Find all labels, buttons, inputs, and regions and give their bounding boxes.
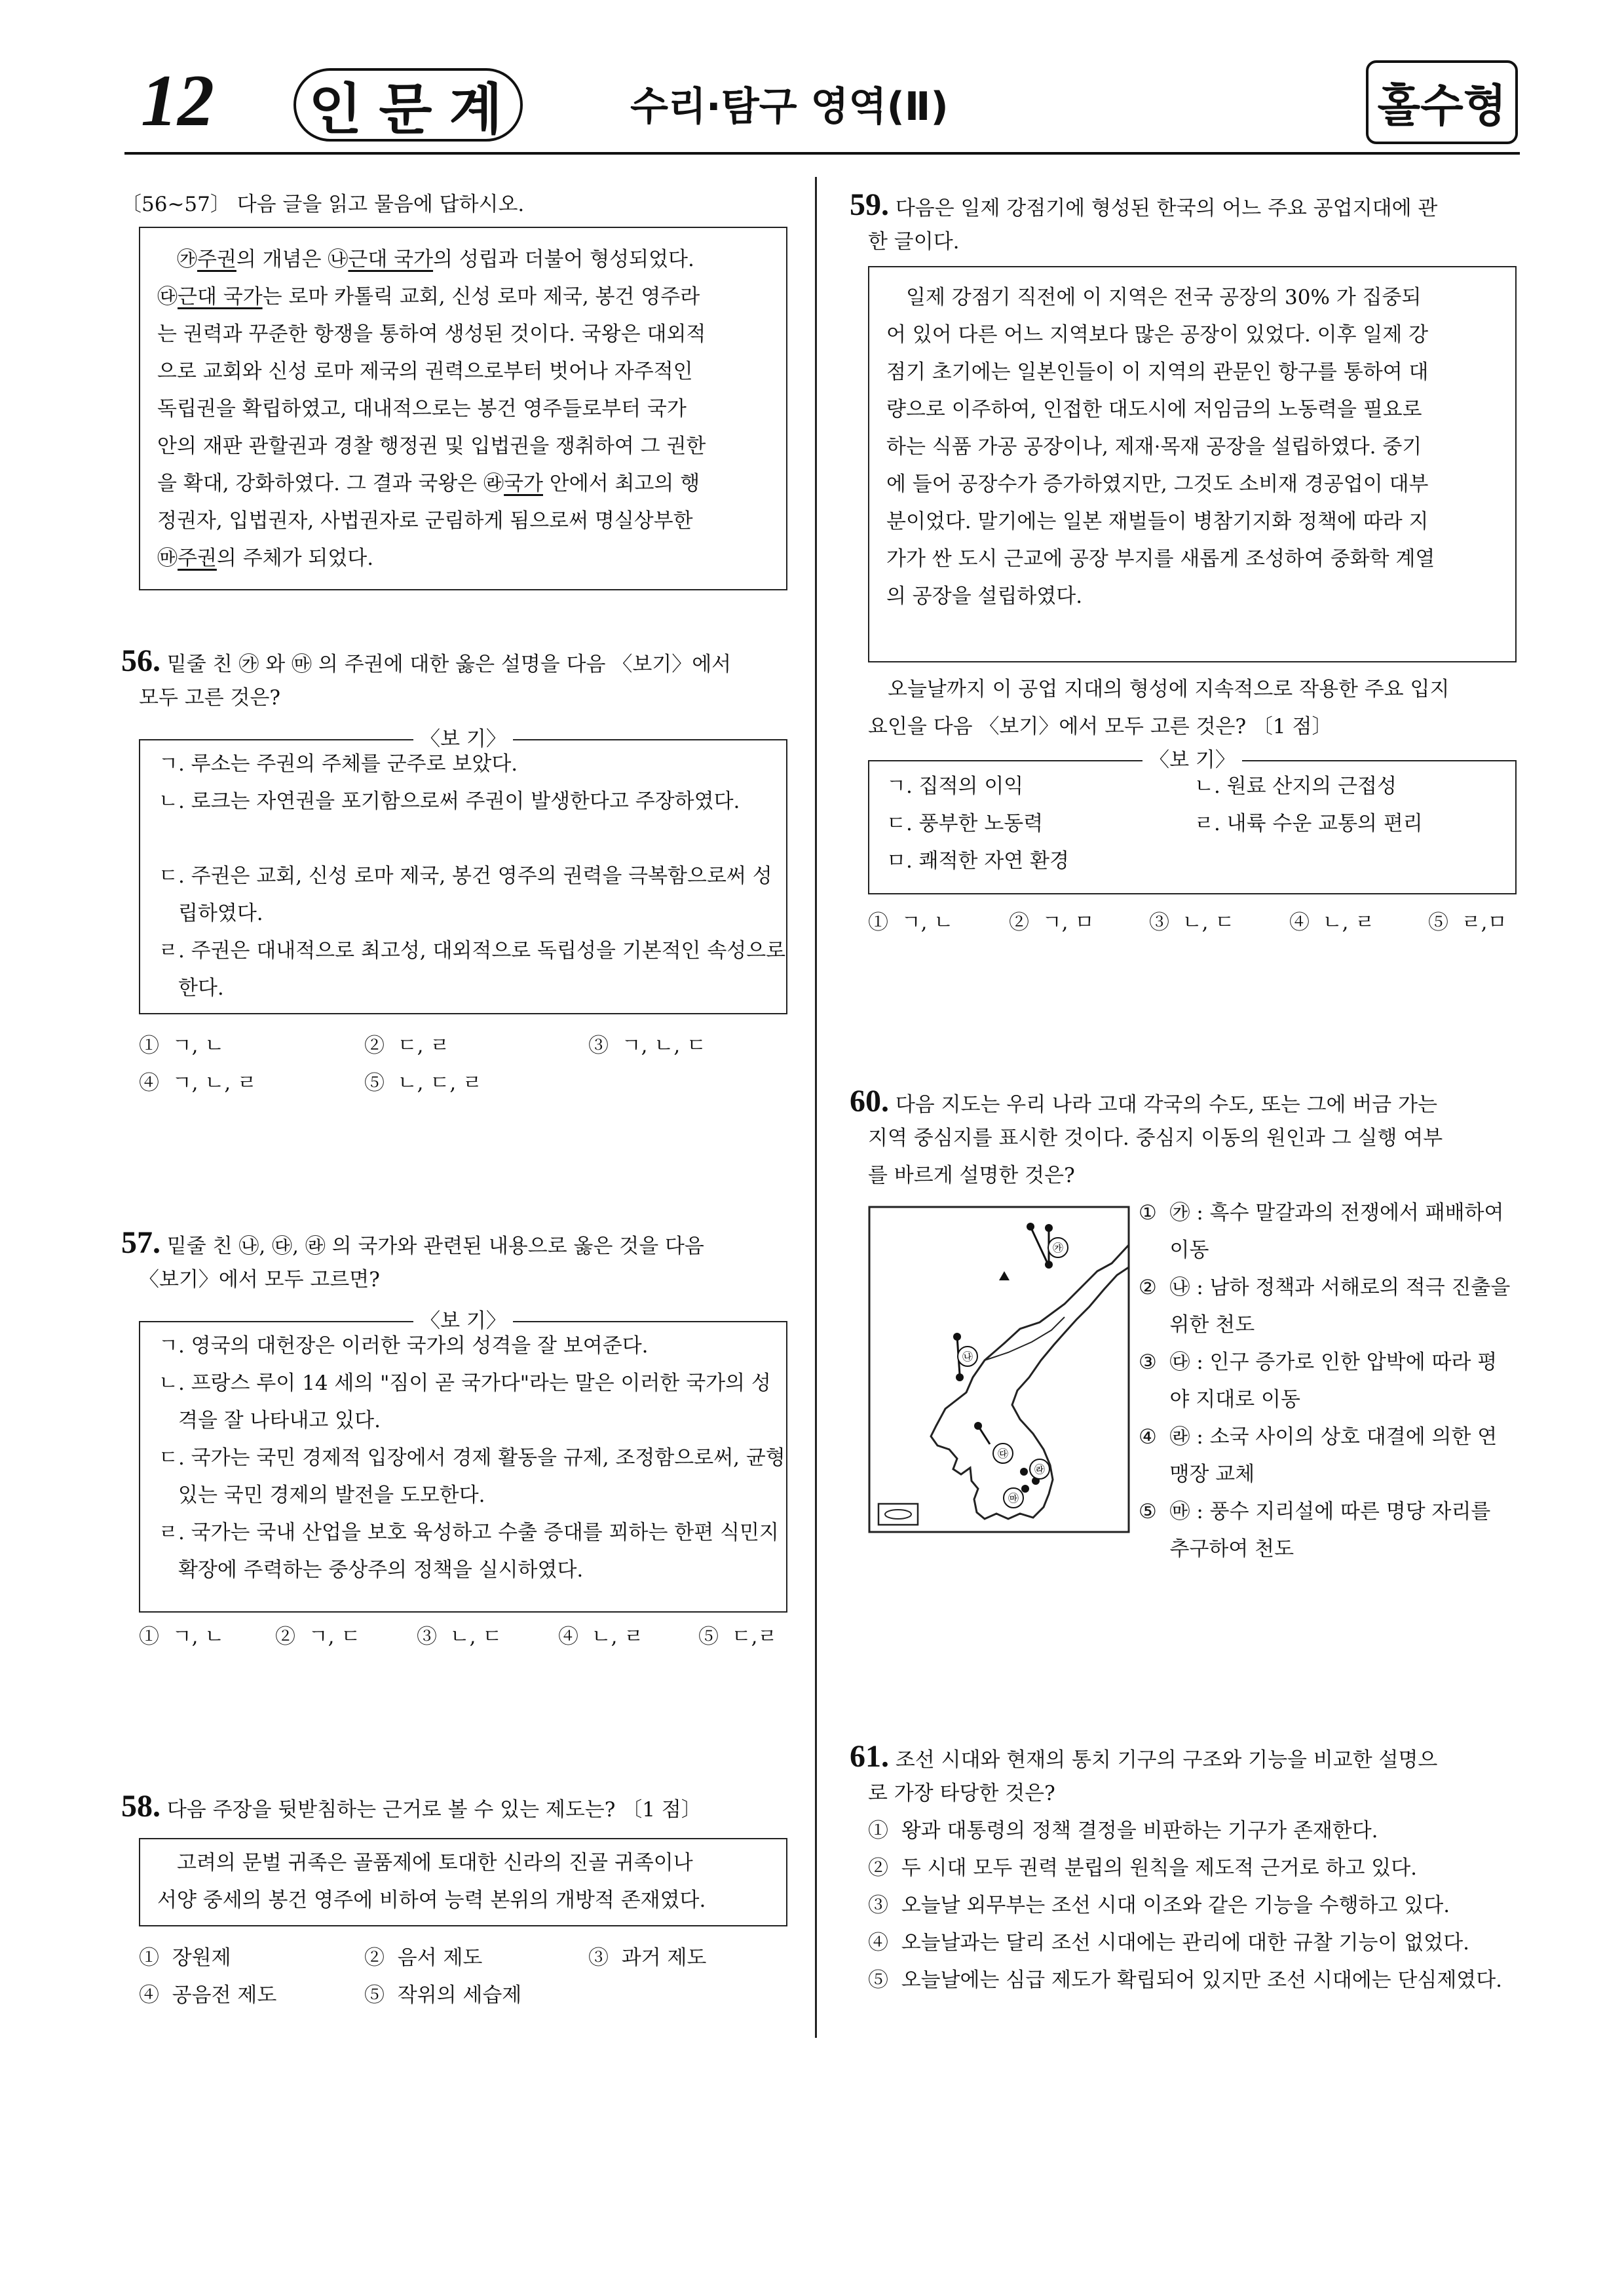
q57-option-3[interactable]: ③ ㄴ, ㄷ (417, 1625, 502, 1649)
q59-passage-box (868, 266, 1517, 662)
q59-passage-line: 의 공장을 설립하였다. (886, 584, 1083, 608)
q56-bogi-box (139, 727, 787, 1014)
q56-item: ㄴ. 로크는 자연권을 포기함으로써 주권이 발생한다고 주장하였다. (159, 790, 740, 813)
capital-dot (953, 1333, 961, 1341)
q59-passage-line: 하는 식품 가공 공장이나, 제재·목재 공장을 설립하였다. 중기 (886, 435, 1422, 459)
q59-bogi-box (868, 748, 1517, 894)
capital-dot (956, 1373, 964, 1381)
q59-stem-4: 요인을 다음 〈보기〉에서 모두 고른 것은? 〔1 점〕 (868, 715, 1332, 738)
page-number: 12 (141, 60, 214, 142)
q59-passage-line: 어 있어 다른 어느 지역보다 많은 공장이 있었다. 이후 일제 강 (886, 323, 1429, 347)
q58-passage-line: 서양 중세의 봉건 영주에 비하여 능력 본위의 개방적 존재였다. (157, 1888, 706, 1912)
q61-number: 61. (850, 1739, 889, 1774)
q61-stem: 61. 조선 시대와 현재의 통치 기구의 구조와 기능을 비교한 설명으 (850, 1739, 1438, 1774)
q57-option-4[interactable]: ④ ㄴ, ㄹ (558, 1625, 644, 1649)
capital-dot (1020, 1468, 1028, 1476)
q58-option-2[interactable]: ② 음서 제도 (364, 1946, 483, 1970)
q59-passage-line: 가가 싼 도시 근교에 공장 부지를 새롭게 조성하여 중화학 계열 (886, 547, 1435, 571)
q59-passage-line: 분이었다. 말기에는 일본 재벌들이 병참기지화 정책에 따라 지 (886, 510, 1429, 533)
q61-option-3[interactable]: ③ 오늘날 외무부는 조선 시대 이조와 같은 기능을 수행하고 있다. (868, 1894, 1450, 1917)
form-type-badge: 홀수형 (1366, 60, 1518, 144)
q56-stem: 56. 밑줄 친 ㉮ 와 ㉲ 의 주권에 대한 옳은 설명을 다음 〈보기〉에서 (121, 643, 732, 678)
map-frame (869, 1207, 1129, 1532)
q58-passage-line: 고려의 문벌 귀족은 골품제에 토대한 신라의 진골 귀족이나 (177, 1851, 693, 1875)
track-badge: 인문계 (293, 68, 523, 142)
q61-option-2[interactable]: ② 두 시대 모두 권력 분립의 원칙을 제도적 근거로 하고 있다. (868, 1856, 1418, 1880)
q56-option-1[interactable]: ① ㄱ, ㄴ (139, 1034, 225, 1058)
q57-bogi-box (139, 1309, 787, 1613)
q59-stem-2: 한 글이다. (868, 230, 960, 254)
q56-option-3[interactable]: ③ ㄱ, ㄴ, ㄷ (588, 1034, 706, 1058)
q59-item: ㅁ. 쾌적한 자연 환경 (886, 849, 1069, 873)
q59-option-4[interactable]: ④ ㄴ, ㄹ (1289, 911, 1375, 934)
q61-stem-2: 로 가장 타당한 것은? (868, 1782, 1055, 1805)
q59-option-1[interactable]: ① ㄱ, ㄴ (868, 911, 954, 934)
q60-option-4[interactable]: ④ ㉱ : 소국 사이의 상호 대결에 의한 연맹장 교체 (1139, 1425, 1498, 1486)
q58-option-5[interactable]: ⑤ 작위의 세습제 (364, 1983, 522, 2007)
q56-item: ㄱ. 루소는 주권의 주체를 군주로 보았다. (159, 752, 518, 776)
q56-item: ㄷ. 주권은 교회, 신성 로마 제국, 봉건 영주의 권력을 극복함으로써 성립하였다. (159, 864, 772, 925)
capital-dot (1045, 1224, 1053, 1232)
q59-passage-line: 에 들어 공장수가 증가하였지만, 그것도 소비재 경공업이 대부 (886, 472, 1429, 496)
q56-option-5[interactable]: ⑤ ㄴ, ㄷ, ㄹ (364, 1071, 482, 1095)
q56-number: 56. (121, 643, 161, 678)
q60-number: 60. (850, 1084, 889, 1119)
passage-line: 는 권력과 꾸준한 항쟁을 통하여 생성된 것이다. 국왕은 대외적 (157, 322, 706, 346)
q59-stem: 59. 다음은 일제 강점기에 형성된 한국의 어느 주요 공업지대에 관 (850, 187, 1438, 222)
q58-stem: 58. 다음 주장을 뒷받침하는 근거로 볼 수 있는 제도는? 〔1 점〕 (121, 1789, 702, 1824)
q58-option-3[interactable]: ③ 과거 제도 (588, 1946, 707, 1970)
svg-text:㉯: ㉯ (962, 1350, 973, 1363)
q59-option-5[interactable]: ⑤ ㄹ,ㅁ (1428, 911, 1507, 934)
q60-option-5[interactable]: ⑤ ㉲ : 풍수 지리설에 따른 명당 자리를 추구하여 천도 (1139, 1500, 1491, 1561)
q58-number: 58. (121, 1789, 161, 1824)
q56-option-4[interactable]: ④ ㄱ, ㄴ, ㄹ (139, 1071, 257, 1095)
q57-item: ㄷ. 국가는 국민 경제적 입장에서 경제 활동을 규제, 조정함으로써, 균형있는 국민 경제의 발전을 도모한다. (159, 1446, 785, 1507)
q57-option-1[interactable]: ① ㄱ, ㄴ (139, 1625, 225, 1649)
q58-option-1[interactable]: ① 장원제 (139, 1946, 231, 1970)
q58-passage-box (139, 1838, 787, 1926)
q56-stem-2: 모두 고른 것은? (139, 686, 281, 710)
intro-56-57: 〔56~57〕 다음 글을 읽고 물음에 답하시오. (121, 193, 525, 216)
q60-stem-2: 지역 중심지를 표시한 것이다. 중심지 이동의 원인과 그 실행 여부 (868, 1126, 1443, 1150)
q60-stem: 60. 다음 지도는 우리 나라 고대 각국의 수도, 또는 그에 버금 가는 (850, 1084, 1437, 1119)
q59-stem-3: 오늘날까지 이 공업 지대의 형성에 지속적으로 작용한 주요 입지 (888, 678, 1450, 701)
passage-line: ㉮주권의 개념은 ㉯근대 국가의 성립과 더불어 형성되었다. (177, 248, 694, 271)
q61-option-1[interactable]: ① 왕과 대통령의 정책 결정을 비판하는 기구가 존재한다. (868, 1819, 1378, 1843)
q60-option-3[interactable]: ③ ㉰ : 인구 증가로 인한 압박에 따라 평야 지대로 이동 (1139, 1350, 1498, 1411)
q59-option-2[interactable]: ② ㄱ, ㅁ (1009, 911, 1095, 934)
capital-dot (974, 1422, 982, 1430)
q56-option-2[interactable]: ② ㄷ, ㄹ (364, 1034, 450, 1058)
q59-item: ㄷ. 풍부한 노동력 (886, 812, 1044, 835)
passage-line: 독립권을 확립하였고, 대내적으로는 봉건 영주들로부터 국가 (157, 397, 687, 421)
q59-number: 59. (850, 187, 889, 222)
passage-line: 으로 교회와 신성 로마 제국의 권력으로부터 벗어나 자주적인 (157, 360, 693, 383)
q59-item: ㄱ. 집적의 이익 (886, 775, 1024, 798)
korea-map-svg (868, 1206, 1130, 1533)
passage-line: ㉲주권의 주체가 되었다. (157, 546, 374, 570)
capital-dot (1021, 1485, 1029, 1493)
q60-option-1[interactable]: ① ㉮ : 흑수 말갈과의 전쟁에서 패배하여 이동 (1139, 1201, 1504, 1262)
subject-title: 수리·탐구 영역(Ⅱ) (630, 84, 949, 130)
q61-option-4[interactable]: ④ 오늘날과는 달리 조선 시대에는 관리에 대한 규찰 기능이 없었다. (868, 1931, 1469, 1955)
q59-passage-line: 점기 초기에는 일본인들이 이 지역의 관문인 항구를 통하여 대 (886, 360, 1429, 384)
q59-passage-line: 량으로 이주하여, 인접한 대도시에 저임금의 노동력을 필요로 (886, 398, 1422, 421)
q59-bogi-title: 〈보 기〉 (1142, 748, 1242, 772)
q58-option-4[interactable]: ④ 공음전 제도 (139, 1983, 277, 2007)
q57-bogi-title: 〈보 기〉 (413, 1309, 513, 1333)
q57-option-5[interactable]: ⑤ ㄷ,ㄹ (698, 1625, 778, 1649)
capital-dot (1027, 1223, 1034, 1231)
passage-line: ㉰근대 국가는 로마 카톨릭 교회, 신성 로마 제국, 봉건 영주라 (157, 285, 700, 309)
q57-number: 57. (121, 1225, 161, 1260)
q59-item: ㄴ. 원료 산지의 근접성 (1194, 775, 1397, 798)
passage-line: 안의 재판 관할권과 경찰 행정권 및 입법권을 쟁취하여 그 권한 (157, 434, 706, 458)
header-rule (124, 152, 1520, 155)
q56-bogi-title: 〈보 기〉 (413, 727, 513, 751)
q57-item: ㄴ. 프랑스 루이 14 세의 "짐이 곧 국가다"라는 말은 이러한 국가의 성격을 잘 나타내고 있다. (159, 1371, 771, 1432)
column-divider (815, 177, 817, 2038)
q60-option-2[interactable]: ② ㉯ : 남하 정책과 서해로의 적극 진출을 위한 천도 (1139, 1276, 1511, 1337)
passage-line: 을 확대, 강화하였다. 그 결과 국왕은 ㉱국가 안에서 최고의 행 (157, 472, 700, 495)
q59-item: ㄹ. 내륙 수운 교통의 편리 (1194, 812, 1423, 835)
q60-stem-3: 를 바르게 설명한 것은? (868, 1164, 1075, 1187)
svg-text:㉱: ㉱ (1034, 1463, 1046, 1476)
q61-option-5[interactable]: ⑤ 오늘날에는 심급 제도가 확립되어 있지만 조선 시대에는 단심제였다. (868, 1968, 1503, 1992)
svg-text:㉰: ㉰ (997, 1447, 1009, 1460)
svg-text:㉲: ㉲ (1008, 1492, 1019, 1504)
q57-stem: 57. 밑줄 친 ㉯, ㉰, ㉱ 의 국가와 관련된 내용으로 옳은 것을 다음 (121, 1225, 704, 1260)
passage-56-57-box (139, 227, 787, 590)
ancient-capitals-map (868, 1206, 1130, 1533)
capital-dot (1045, 1261, 1053, 1269)
q57-item: ㄱ. 영국의 대헌장은 이러한 국가의 성격을 잘 보여준다. (159, 1334, 649, 1358)
q57-item: ㄹ. 국가는 국내 산업을 보호 육성하고 수출 증대를 꾀하는 한편 식민지 확장에 주력하는 중상주의 정책을 실시하였다. (159, 1521, 779, 1582)
svg-text:㉮: ㉮ (1052, 1242, 1064, 1254)
q57-option-2[interactable]: ② ㄱ, ㄷ (275, 1625, 361, 1649)
q59-option-3[interactable]: ③ ㄴ, ㄷ (1149, 911, 1235, 934)
q57-stem-2: 〈보기〉에서 모두 고르면? (139, 1268, 380, 1292)
q59-passage-line: 일제 강점기 직전에 이 지역은 전국 공장의 30% 가 집중되 (906, 286, 1422, 309)
passage-line: 정권자, 입법권자, 사법권자로 군림하게 됨으로써 명실상부한 (157, 509, 693, 533)
q56-item: ㄹ. 주권은 대내적으로 최고성, 대외적으로 독립성을 기본적인 속성으로 한다. (159, 939, 786, 1000)
